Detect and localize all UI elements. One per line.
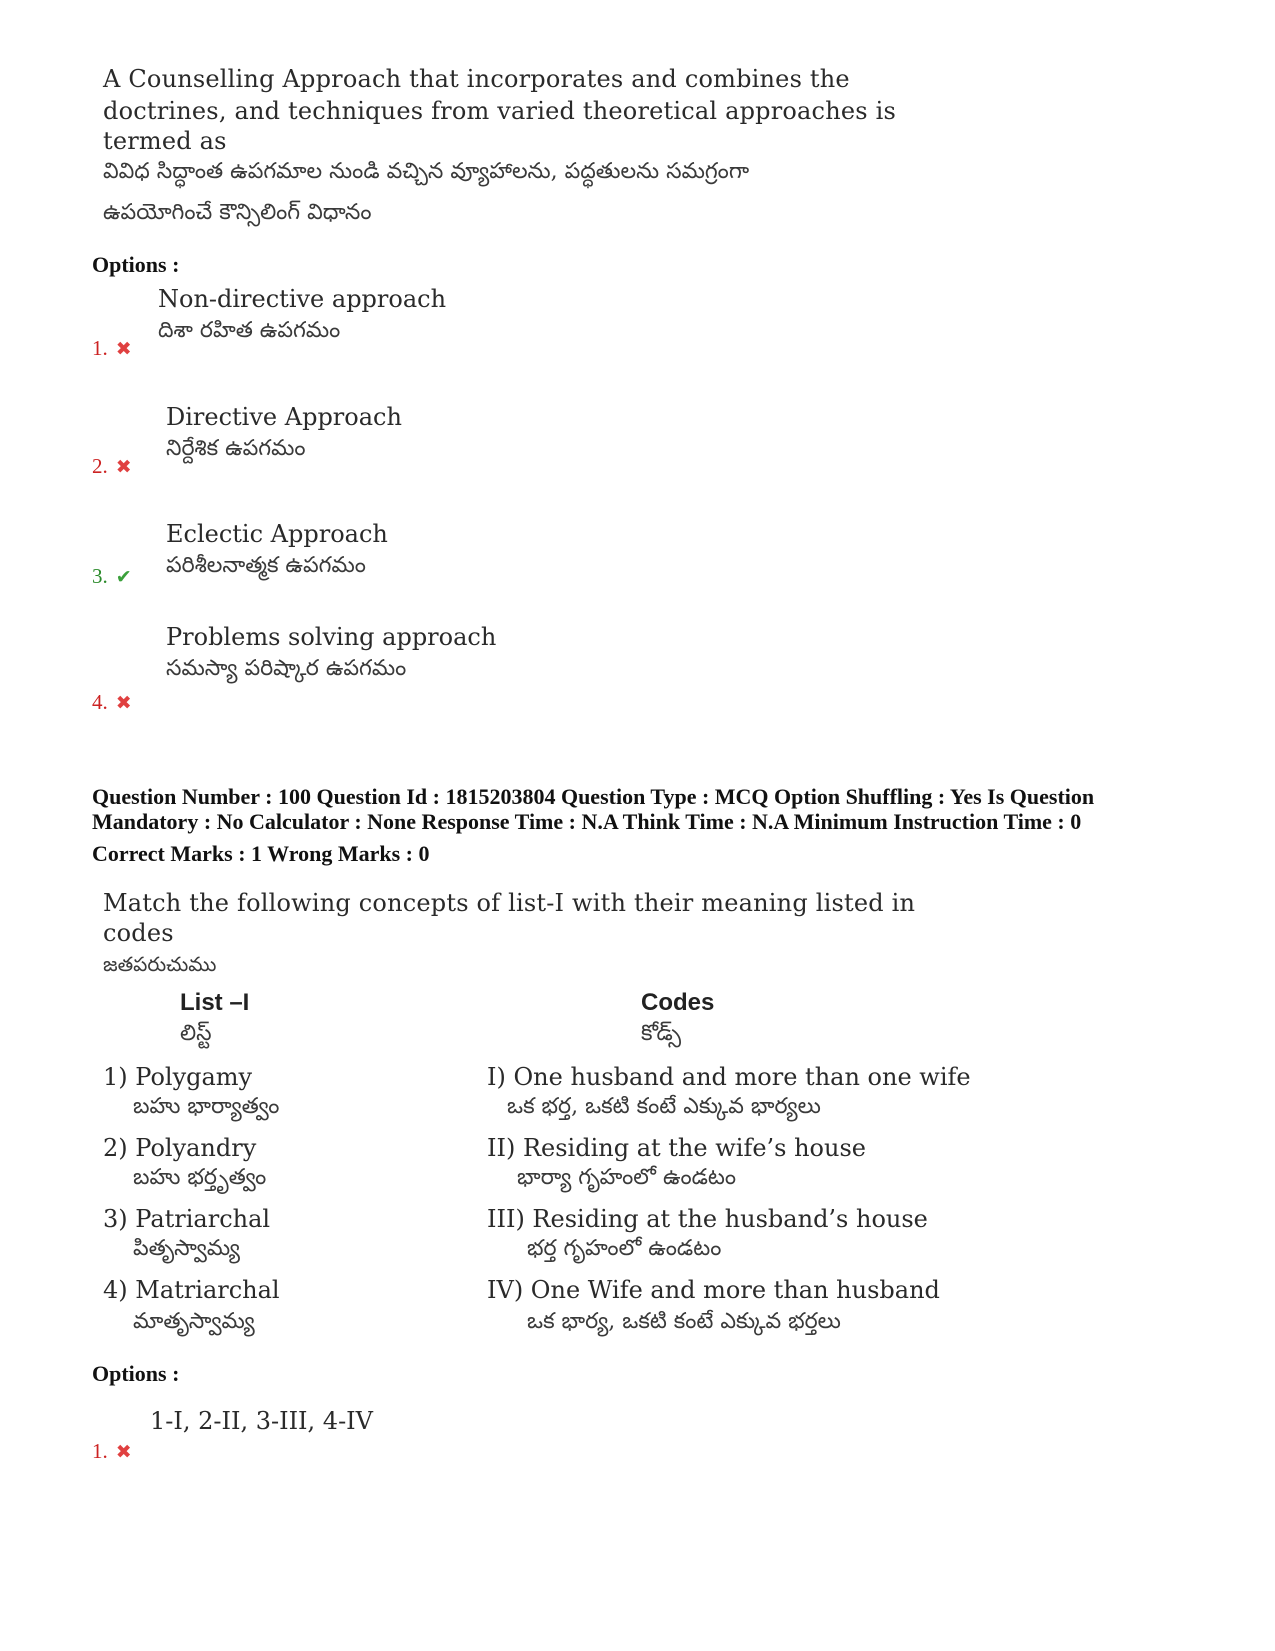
options-label: Options : (92, 252, 180, 277)
list-1-heading: List –I (180, 989, 250, 1016)
option-4-marker (92, 690, 132, 715)
code-item-3: III) Residing at the husband’s house (487, 1205, 928, 1233)
option-number: 1. (92, 336, 108, 360)
list-1-item-4: 4) Matriarchal (103, 1276, 280, 1304)
cross-icon: ✖ (115, 692, 132, 714)
option-2-text-te: నిర్దేశిక ఉపగమం (166, 436, 306, 461)
list-1-item-2: 2) Polyandry (103, 1134, 257, 1162)
question-meta-line-1: Question Number : 100 Question Id : 1815203804 Question Type : MCQ Option Shuffling : Yes Is Question (92, 784, 1095, 809)
codes-heading-te: కోడ్స్ (641, 1021, 682, 1046)
question-2-text-te: జతపరుచుము (103, 952, 217, 976)
question-2-text-en-line-1: Match the following concepts of list-I with their meaning listed in (103, 889, 916, 917)
question-text-te-line-1: వివిధ సిద్ధాంత ఉపగమాల నుండి వచ్చిన వ్యూహాలను, పద్ధతులను సమగ్రంగా (103, 159, 750, 184)
code-item-4-te: ఒక భార్య, ఒకటి కంటే ఎక్కువ భర్తలు (527, 1309, 841, 1334)
cross-icon: ✖ (115, 338, 132, 360)
option-1-text-en: Non-directive approach (158, 285, 447, 313)
q2-option-1-marker (92, 1439, 132, 1464)
option-3-marker (92, 564, 132, 589)
question-text-en-line-1: A Counselling Approach that incorporates and combines the (103, 65, 850, 93)
question-meta-line-2: Mandatory : No Calculator : None Response Time : N.A Think Time : N.A Minimum Instruction Time : 0 (92, 809, 1082, 834)
option-1-marker (92, 336, 132, 361)
option-3-text-en: Eclectic Approach (166, 520, 388, 548)
check-icon: ✔ (115, 566, 132, 588)
option-4-text-en: Problems solving approach (166, 623, 497, 651)
option-number: 1. (92, 1439, 108, 1463)
list-1-item-2-te: బహు భర్తృత్వం (133, 1165, 267, 1190)
list-1-heading-te: లిస్ట్ (180, 1021, 212, 1046)
question-2-text-en-line-2: codes (103, 919, 174, 947)
code-item-3-te: భర్త గృహంలో ఉండటం (527, 1236, 722, 1261)
option-3-text-te: పరిశీలనాత్మక ఉపగమం (166, 553, 366, 578)
question-text-te-line-2: ఉపయోగించే కౌన్సిలింగ్ విధానం (103, 200, 372, 225)
question-text-en-line-3: termed as (103, 127, 227, 155)
list-1-item-3: 3) Patriarchal (103, 1205, 271, 1233)
cross-icon: ✖ (115, 456, 132, 478)
option-number: 4. (92, 690, 108, 714)
code-item-4: IV) One Wife and more than husband (487, 1276, 940, 1304)
option-number: 3. (92, 564, 108, 588)
list-1-item-1: 1) Polygamy (103, 1063, 253, 1091)
option-4-text-te: సమస్యా పరిష్కార ఉపగమం (166, 656, 407, 681)
options-label-2: Options : (92, 1361, 180, 1386)
code-item-1: I) One husband and more than one wife (487, 1063, 971, 1091)
cross-icon: ✖ (115, 1441, 132, 1463)
q2-option-1-text: 1-I, 2-II, 3-III, 4-IV (150, 1407, 373, 1435)
question-marks: Correct Marks : 1 Wrong Marks : 0 (92, 841, 430, 866)
code-item-2-te: భార్యా గృహంలో ఉండటం (517, 1165, 737, 1190)
code-item-1-te: ఒక భర్త, ఒకటి కంటే ఎక్కువ భార్యలు (507, 1094, 821, 1119)
option-2-marker (92, 454, 132, 479)
list-1-item-1-te: బహు భార్యాత్వం (133, 1094, 280, 1119)
option-1-text-te: దిశా రహిత ఉపగమం (158, 318, 341, 343)
list-1-item-3-te: పితృస్వామ్య (133, 1236, 240, 1261)
code-item-2: II) Residing at the wife’s house (487, 1134, 866, 1162)
option-2-text-en: Directive Approach (166, 403, 402, 431)
codes-heading: Codes (641, 989, 715, 1016)
option-number: 2. (92, 454, 108, 478)
question-text-en-line-2: doctrines, and techniques from varied theoretical approaches is (103, 97, 896, 125)
list-1-item-4-te: మాతృస్వామ్య (133, 1309, 255, 1334)
